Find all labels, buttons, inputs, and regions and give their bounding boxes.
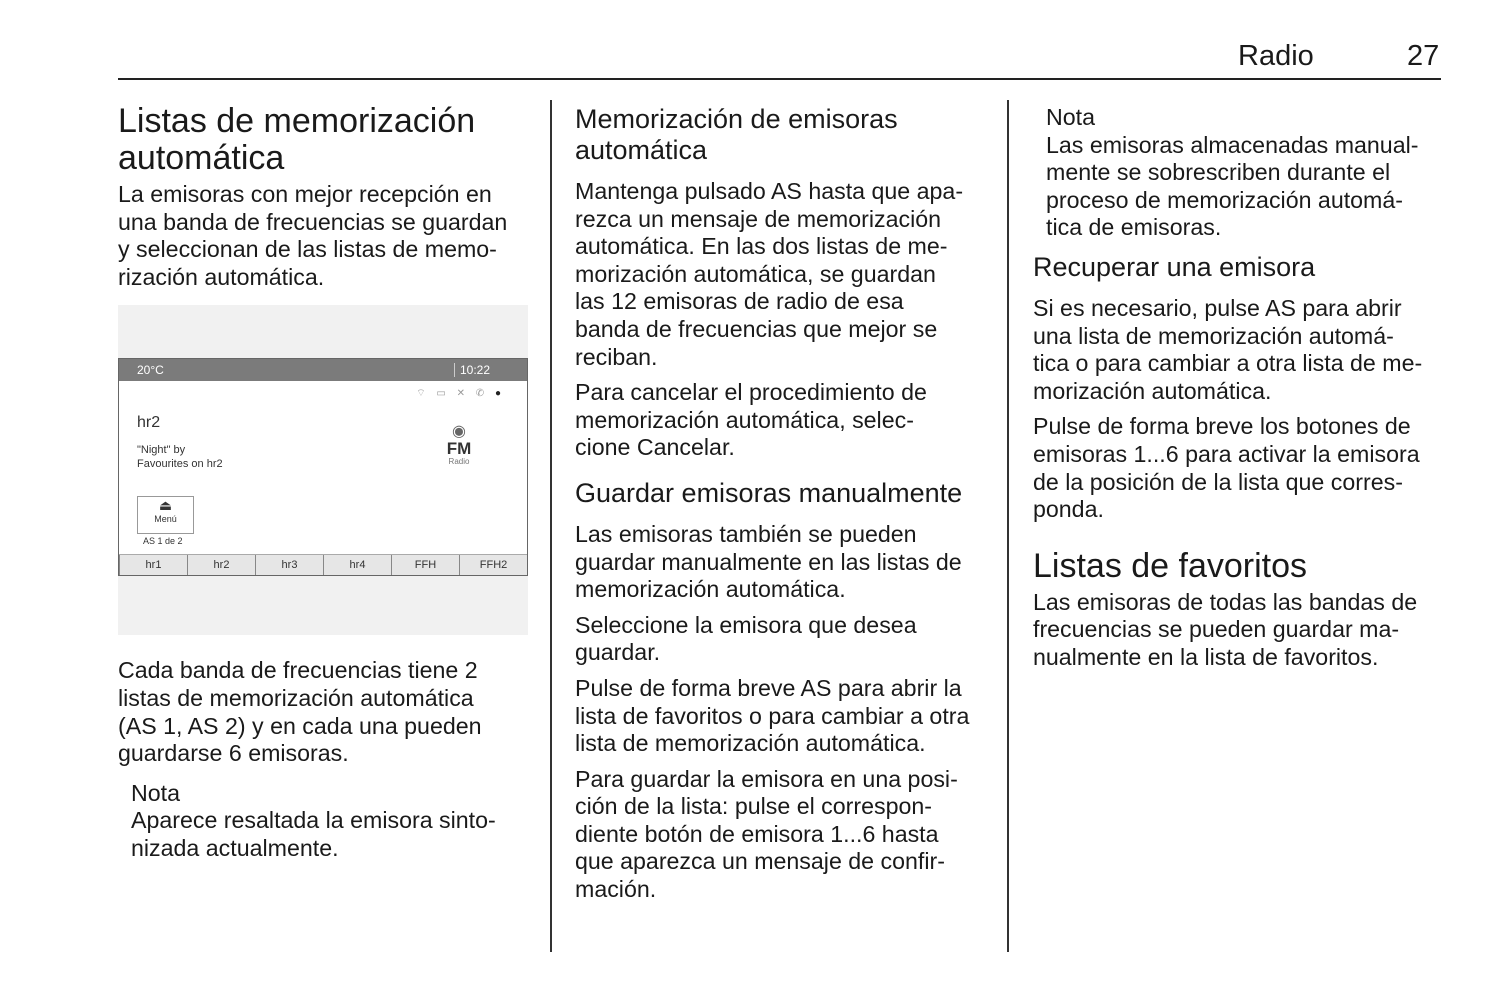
radio-screen-figure: [118, 305, 528, 635]
heading-auto-store: Memorización de emisoras automática: [575, 104, 898, 165]
status-icons: ⌔ ▭ ✕ ✆ ●: [416, 388, 505, 400]
paragraph: La emisoras con mejor recepción en una banda de frecuencias se guardan y seleccionan de las listas de memo- rización automática.: [118, 181, 508, 290]
paragraph: Las emisoras también se pueden guardar manualmente en las listas de memorización automática.: [575, 520, 962, 603]
section-title: Radio: [1238, 40, 1314, 72]
column-1: [118, 103, 533, 871]
note-text: Las emisoras almacenadas manual- mente se sobrescriben durante el proceso de memorización automá- tica de emisoras.: [1046, 131, 1419, 241]
clock: 10:22: [454, 363, 490, 377]
column-3: [1033, 104, 1448, 680]
as-indicator: AS 1 de 2: [143, 536, 183, 547]
preset-button[interactable]: hr1: [119, 555, 187, 575]
station-name: hr2: [137, 414, 161, 432]
heading-auto-lists: Listas de memorización automática: [118, 102, 476, 177]
paragraph: Pulse de forma breve AS para abrir la lista de favoritos o para cambiar a otra lista de memorización automática.: [575, 674, 970, 757]
column-2: [575, 104, 990, 912]
paragraph: Para cancelar el procedimiento de memorización automática, selec- cione Cancelar.: [575, 379, 927, 461]
note-title: Nota: [1046, 104, 1095, 130]
paragraph: Si es necesario, pulse AS para abrir una lista de memorización automá- tica o para cambiar a otra lista de me- morización automática.: [1033, 294, 1423, 404]
column-divider: [1007, 100, 1009, 952]
preset-bar: [119, 554, 527, 575]
note: [1033, 104, 1448, 242]
paragraph: Las emisoras de todas las bandas de frecuencias se pueden guardar ma- nualmente en la lista de favoritos.: [1033, 588, 1418, 670]
heading-manual-store: Guardar emisoras manualmente: [575, 477, 963, 508]
paragraph: Pulse de forma breve los botones de emisoras 1...6 para activar la emisora de la posición de la lista que corres- ponda.: [1033, 413, 1420, 523]
paragraph: Seleccione la emisora que desea guardar.: [575, 611, 917, 666]
preset-button[interactable]: hr3: [255, 555, 323, 575]
menu-button[interactable]: ⏏ Menú: [137, 496, 194, 534]
note: [118, 780, 533, 863]
note-text: Aparece resaltada la emisora sinto- nizada actualmente.: [131, 807, 496, 861]
radio-screen: [118, 358, 528, 576]
column-divider: [550, 100, 552, 952]
status-bar: [119, 359, 527, 381]
preset-button[interactable]: hr2: [187, 555, 255, 575]
paragraph: Cada banda de frecuencias tiene 2 listas de memorización automática (AS 1, AS 2) y en cada una pueden guardarse 6 emisoras.: [118, 657, 482, 767]
preset-button[interactable]: FFH2: [459, 555, 527, 575]
paragraph: Para guardar la emisora en una posi- ción de la lista: pulse el correspon- diente botón de emisora 1...6 hasta que aparezca un mensaje de confir- mación.: [575, 765, 958, 903]
note-title: Nota: [131, 779, 180, 806]
paragraph: Mantenga pulsado AS hasta que apa- rezca un mensaje de memorización automática. En las dos listas de me- morización automática, se guardan las 12 emisoras de radio de esa banda de frecuencias que mejor se reciban.: [575, 178, 964, 370]
preset-button[interactable]: hr4: [323, 555, 391, 575]
temperature: 20°C: [137, 363, 164, 378]
page-number: 27: [1407, 40, 1440, 72]
heading-recall: Recuperar una emisora: [1033, 251, 1316, 282]
heading-favourites: Listas de favoritos: [1033, 546, 1308, 585]
preset-button[interactable]: FFH: [391, 555, 459, 575]
station-info: "Night" by Favourites on hr2: [137, 444, 223, 471]
header-rule: [118, 78, 1441, 80]
fm-radio-icon: ◉ FM Radio: [446, 423, 472, 467]
